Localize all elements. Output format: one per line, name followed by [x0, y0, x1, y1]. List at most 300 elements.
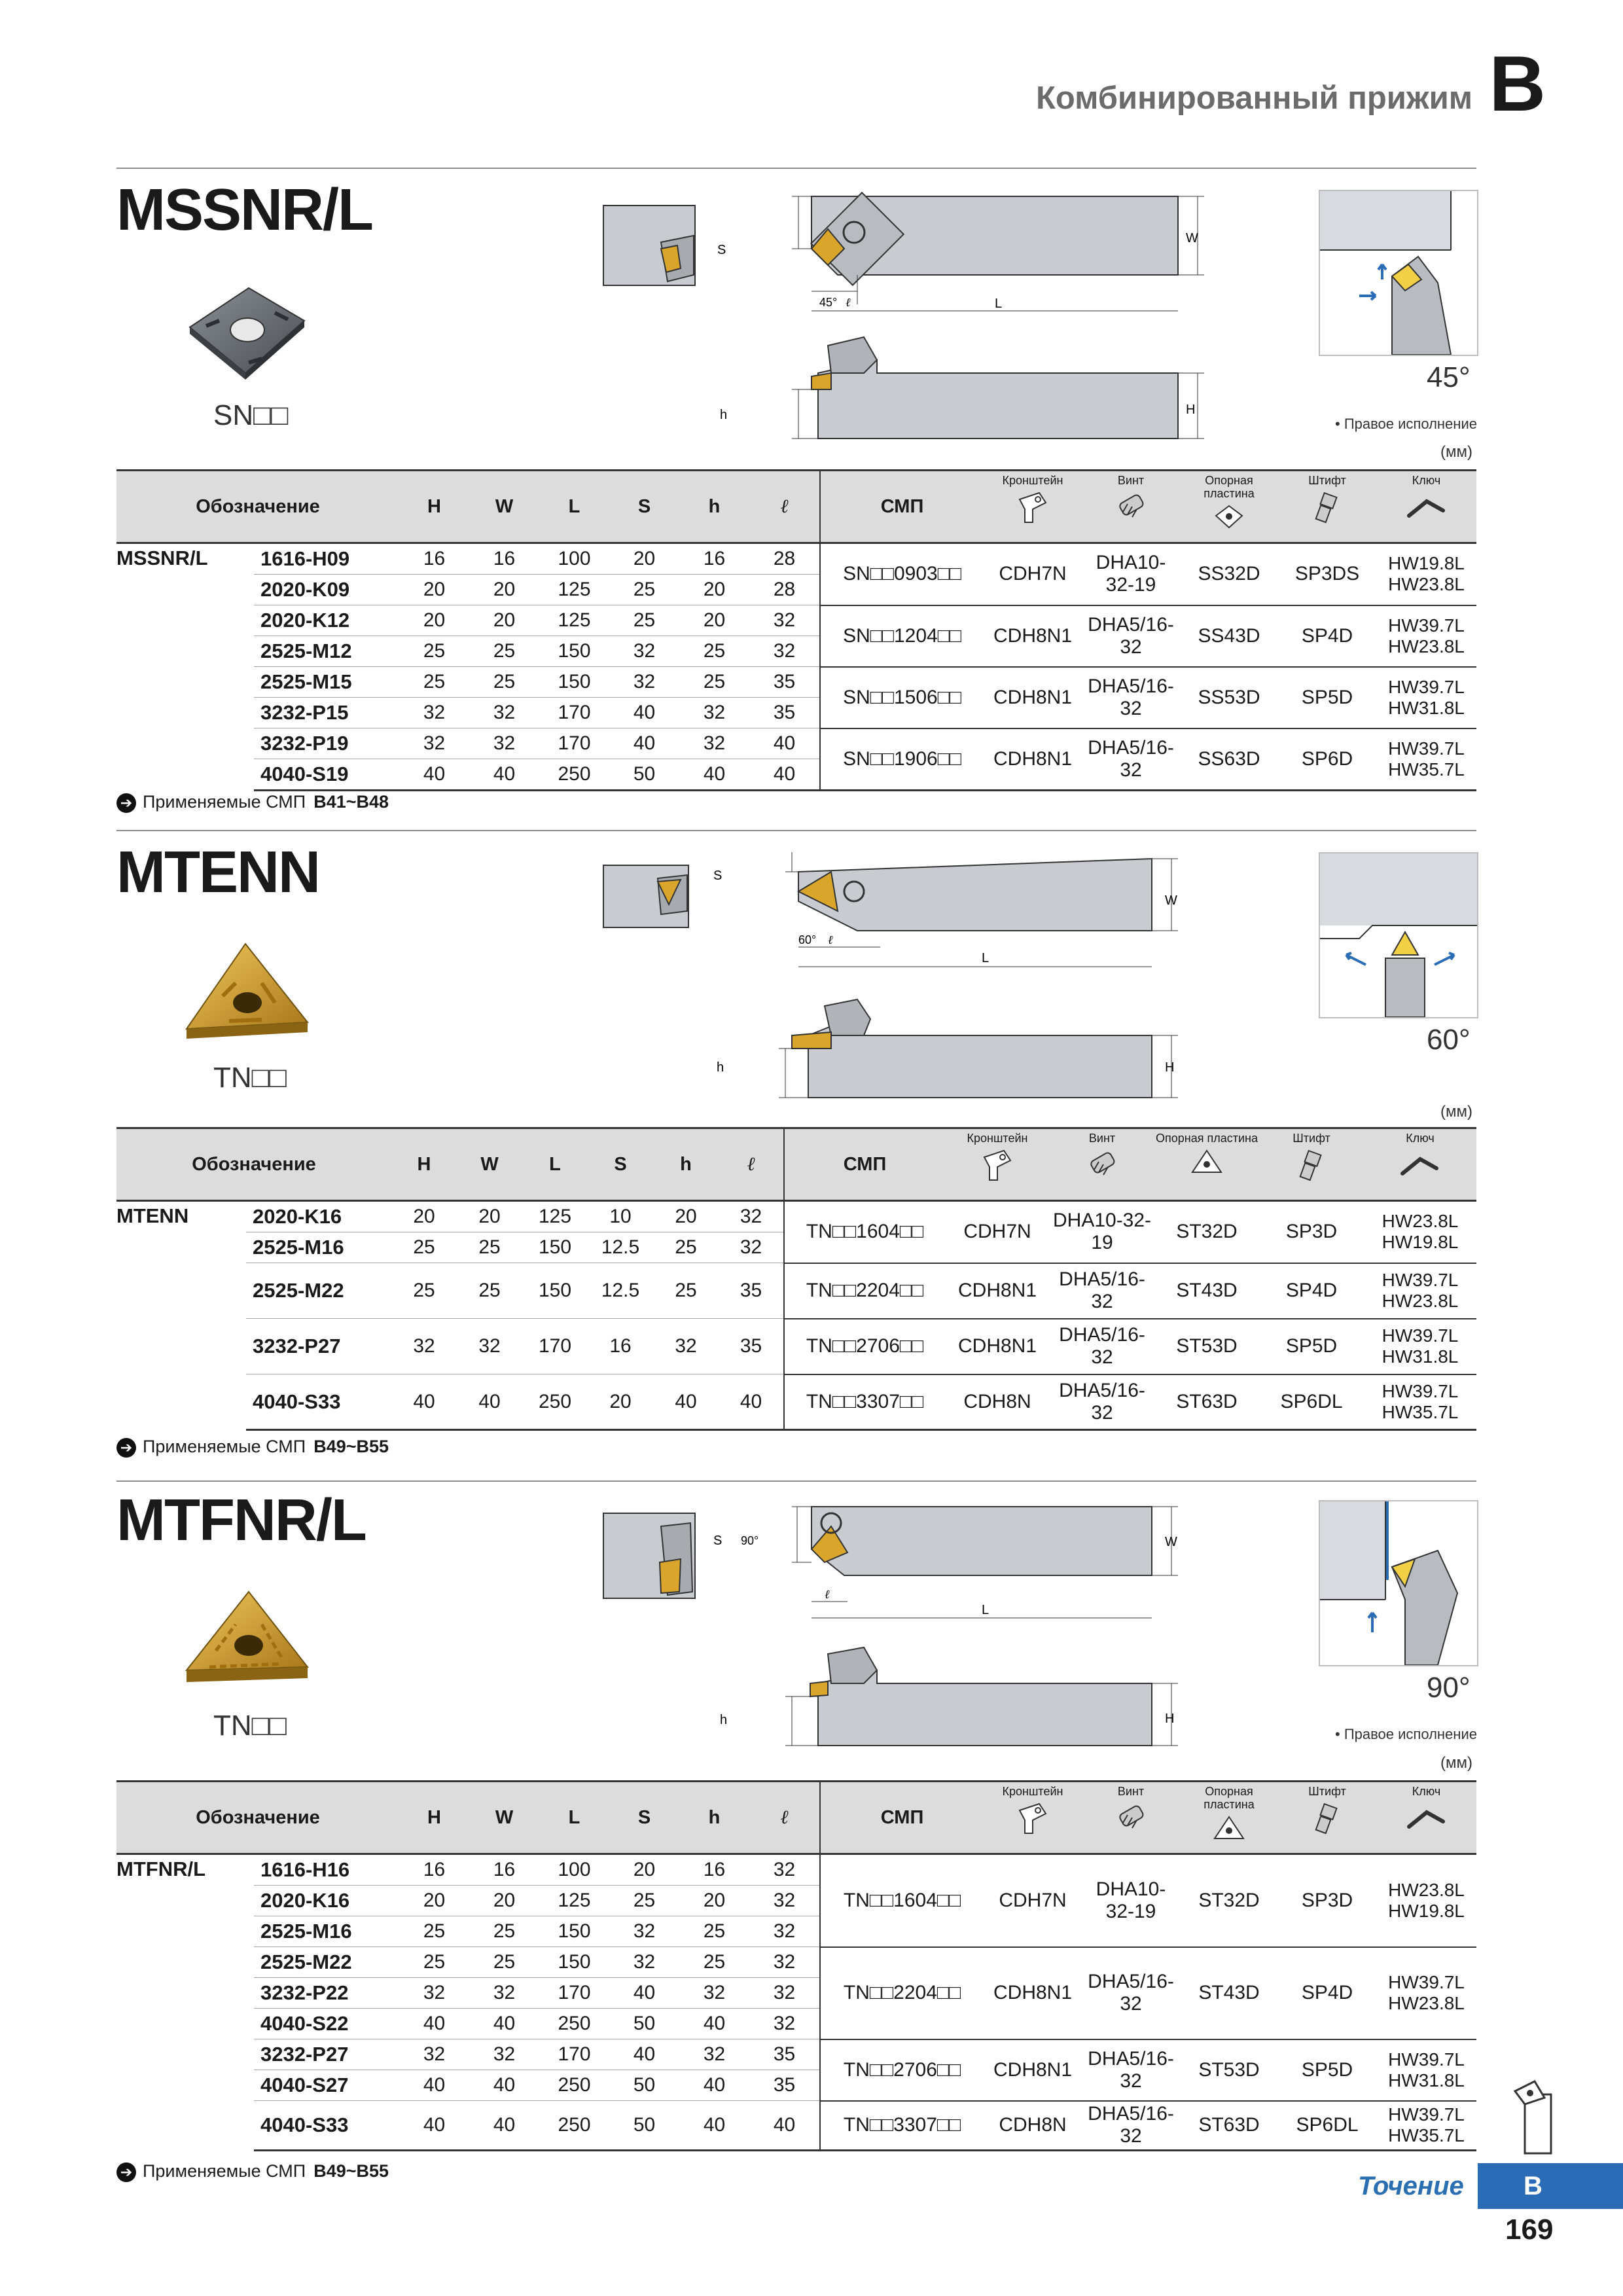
cell-W: 32 — [457, 1319, 522, 1374]
key-primary: HW23.8L — [1388, 1879, 1465, 1900]
table-row: 2525-M16 — [246, 1232, 391, 1263]
cell-W: 40 — [469, 2101, 539, 2151]
cell-L: 250 — [539, 759, 609, 791]
col-S: S — [609, 471, 679, 543]
triangle-insert-image — [177, 1585, 314, 1696]
cell-key — [1376, 2101, 1476, 2151]
category-tab[interactable]: B — [1478, 2163, 1623, 2209]
cell-S: 50 — [609, 2009, 679, 2039]
unit-label: (мм) — [1440, 443, 1472, 461]
cell-pin: SP3DS — [1278, 543, 1376, 605]
applicable-label: Применяемые СМП — [143, 1437, 306, 1456]
pin-icon — [1308, 1801, 1347, 1837]
key-secondary: HW19.8L — [1382, 1232, 1459, 1253]
cell-W: 20 — [457, 1201, 522, 1232]
shim-icon — [1209, 503, 1249, 532]
shim-label: Опорная пластина — [1204, 1785, 1255, 1811]
cell-S: 25 — [609, 1886, 679, 1916]
cell-L: 125 — [539, 575, 609, 605]
col-clamp — [945, 1128, 1050, 1201]
col-L: L — [522, 1128, 588, 1201]
cell-h: 40 — [679, 2101, 749, 2151]
cell-W: 25 — [469, 667, 539, 698]
key-secondary: HW23.8L — [1388, 636, 1465, 656]
cell-W: 20 — [469, 1886, 539, 1916]
screw-icon — [1082, 1147, 1122, 1183]
table-row: 2525-M12 — [254, 636, 399, 667]
triangle-insert-image — [177, 937, 314, 1049]
turning-tool-icon — [1505, 2075, 1584, 2160]
cell-clamp: CDH8N1 — [984, 728, 1082, 791]
cell-L: 150 — [539, 1947, 609, 1978]
key-primary: HW19.8L — [1388, 553, 1465, 574]
cell-key — [1364, 1374, 1476, 1430]
cell-insert: TN□□2204□□ — [784, 1263, 945, 1319]
cell-screw: DHA5/16-32 — [1082, 728, 1180, 791]
cell-key — [1364, 1201, 1476, 1263]
cell-insert: SN□□1204□□ — [820, 605, 984, 667]
chapter-letter: B — [1489, 40, 1546, 128]
cell-h: 20 — [653, 1201, 719, 1232]
shim-label: Опорная пластина — [1156, 1132, 1258, 1145]
clamp-icon — [978, 1147, 1017, 1183]
screw-label: Винт — [1117, 1785, 1145, 1798]
cell-screw: DHA5/16-32 — [1050, 1319, 1154, 1374]
col-W: W — [469, 471, 539, 543]
approach-angle: 45° — [1427, 361, 1471, 393]
cell-S: 12.5 — [588, 1232, 653, 1263]
spec-table — [116, 1127, 1476, 1431]
cell-l: 32 — [749, 636, 820, 667]
series-name: MTFNR/L — [116, 1857, 206, 1880]
spec-table — [116, 469, 1476, 791]
cell-H: 32 — [399, 698, 469, 728]
cell-l: 35 — [749, 2070, 820, 2101]
col-screw — [1082, 1782, 1180, 1854]
cell-H: 20 — [399, 605, 469, 636]
col-L: L — [539, 471, 609, 543]
pin-label: Штифт — [1308, 1785, 1346, 1798]
cell-W: 40 — [469, 2070, 539, 2101]
square-insert-image — [177, 275, 314, 386]
applicable-inserts-link[interactable] — [116, 2161, 389, 2182]
cell-l: 32 — [749, 1947, 820, 1978]
applicable-inserts-link[interactable] — [116, 792, 389, 813]
section-title: MTFNR/L — [116, 1488, 366, 1553]
cell-clamp: CDH8N1 — [984, 1947, 1082, 2039]
cell-shim: ST53D — [1180, 2039, 1278, 2101]
dim-hh-label: H — [1165, 1712, 1175, 1726]
cell-key — [1376, 605, 1476, 667]
cell-insert: TN□□2706□□ — [820, 2039, 984, 2101]
cell-shim: SS63D — [1180, 728, 1278, 791]
cell-h: 40 — [679, 759, 749, 791]
cell-H: 32 — [399, 2039, 469, 2070]
key-primary: HW39.7L — [1382, 1380, 1459, 1401]
cell-S: 40 — [609, 1978, 679, 2009]
cell-L: 150 — [522, 1232, 588, 1263]
insert-shape-label: TN□□ — [213, 1710, 287, 1742]
col-W: W — [457, 1128, 522, 1201]
cell-l: 40 — [719, 1374, 784, 1430]
cell-key — [1376, 2039, 1476, 2101]
cell-S: 32 — [609, 667, 679, 698]
dim-h-label: h — [720, 408, 728, 422]
cell-L: 250 — [522, 1374, 588, 1430]
table-row: 4040-S33 — [246, 1374, 391, 1430]
cell-l: 40 — [749, 728, 820, 759]
cell-S: 20 — [588, 1374, 653, 1430]
cell-L: 150 — [539, 667, 609, 698]
tool-drawing — [596, 177, 1211, 452]
cell-S: 20 — [609, 543, 679, 575]
cell-pin: SP5D — [1278, 2039, 1376, 2101]
cell-L: 100 — [539, 543, 609, 575]
cell-l: 32 — [719, 1201, 784, 1232]
cell-H: 40 — [391, 1374, 457, 1430]
cell-H: 25 — [391, 1232, 457, 1263]
cell-H: 40 — [399, 2070, 469, 2101]
table-row: 1616-H16 — [254, 1854, 399, 1886]
table-row: 4040-S27 — [254, 2070, 399, 2101]
cell-W: 25 — [469, 1947, 539, 1978]
cell-clamp: CDH8N1 — [945, 1319, 1050, 1374]
cell-key — [1376, 543, 1476, 605]
col-H: H — [399, 471, 469, 543]
applicable-range: B41~B48 — [313, 792, 389, 812]
dim-h-label: h — [717, 1060, 724, 1075]
cell-H: 40 — [399, 759, 469, 791]
cell-h: 32 — [653, 1319, 719, 1374]
cell-W: 20 — [469, 605, 539, 636]
cell-clamp: CDH8N1 — [984, 667, 1082, 728]
cell-h: 32 — [679, 698, 749, 728]
cell-pin: SP6DL — [1259, 1374, 1364, 1430]
cell-pin: SP3D — [1278, 1854, 1376, 1947]
col-clamp — [984, 471, 1082, 543]
cell-shim: ST32D — [1154, 1201, 1259, 1263]
dim-hh-label: H — [1165, 1060, 1175, 1075]
cell-S: 32 — [609, 636, 679, 667]
col-clamp — [984, 1782, 1082, 1854]
screw-icon — [1111, 490, 1150, 526]
cell-W: 32 — [469, 2039, 539, 2070]
clamp-icon — [1013, 490, 1052, 526]
cell-H: 32 — [391, 1319, 457, 1374]
cell-L: 250 — [539, 2101, 609, 2151]
col-S: S — [588, 1128, 653, 1201]
cell-H: 16 — [399, 543, 469, 575]
cell-l: 28 — [749, 543, 820, 575]
cell-shim: SS43D — [1180, 605, 1278, 667]
cell-l: 32 — [749, 1886, 820, 1916]
key-secondary: HW19.8L — [1388, 1900, 1465, 1921]
cell-L: 170 — [539, 1978, 609, 2009]
key-secondary: HW23.8L — [1388, 574, 1465, 595]
col-l: ℓ — [749, 1782, 820, 1854]
key-label: Ключ — [1406, 1132, 1435, 1145]
cell-L: 125 — [539, 1886, 609, 1916]
cell-H: 25 — [399, 1916, 469, 1947]
cell-insert: TN□□2204□□ — [820, 1947, 984, 2039]
pin-label: Штифт — [1308, 474, 1346, 487]
cell-key — [1376, 667, 1476, 728]
cell-S: 32 — [609, 1916, 679, 1947]
cell-key — [1364, 1319, 1476, 1374]
cell-S: 40 — [609, 698, 679, 728]
cell-shim: ST53D — [1154, 1319, 1259, 1374]
triangle-shim-icon — [1209, 1814, 1249, 1843]
cell-l: 40 — [749, 759, 820, 791]
dim-l-small-label: ℓ — [825, 1588, 830, 1601]
operation-thumbnail — [1319, 190, 1478, 356]
unit-label: (мм) — [1440, 1103, 1472, 1121]
dim-l-label: L — [982, 951, 990, 965]
cell-pin: SP6D — [1278, 728, 1376, 791]
cell-pin: SP3D — [1259, 1201, 1364, 1263]
cell-h: 20 — [679, 605, 749, 636]
dim-w-label: W — [1186, 231, 1198, 245]
cell-h: 40 — [679, 2009, 749, 2039]
section-title: MTENN — [116, 840, 319, 905]
insert-shape-label: TN□□ — [213, 1062, 287, 1094]
col-W: W — [469, 1782, 539, 1854]
cell-key — [1376, 728, 1476, 791]
table-row: 2525-M15 — [254, 667, 399, 698]
cell-l: 35 — [719, 1319, 784, 1374]
cell-insert: TN□□2706□□ — [784, 1319, 945, 1374]
col-H: H — [399, 1782, 469, 1854]
cell-H: 25 — [399, 636, 469, 667]
cell-S: 50 — [609, 2101, 679, 2151]
cell-pin: SP4D — [1278, 605, 1376, 667]
cell-l: 35 — [719, 1263, 784, 1319]
applicable-range: B49~B55 — [313, 2161, 389, 2181]
cell-W: 40 — [469, 2009, 539, 2039]
cell-h: 25 — [679, 1947, 749, 1978]
cell-h: 32 — [679, 728, 749, 759]
dim-l-small-label: ℓ — [828, 933, 833, 946]
cell-pin: SP4D — [1278, 1947, 1376, 2039]
table-row: 3232-P22 — [254, 1978, 399, 2009]
col-h: h — [653, 1128, 719, 1201]
series-name: MSSNR/L — [116, 547, 208, 569]
cell-W: 32 — [469, 698, 539, 728]
table-row: 3232-P19 — [254, 728, 399, 759]
col-h: h — [679, 1782, 749, 1854]
cell-clamp: CDH8N1 — [984, 2039, 1082, 2101]
col-designation: Обозначение — [116, 471, 399, 543]
spec-table — [116, 1780, 1476, 2151]
right-hand-note: • Правое исполнение — [1335, 416, 1477, 432]
cell-screw: DHA5/16-32 — [1082, 605, 1180, 667]
applicable-inserts-link[interactable] — [116, 1437, 389, 1458]
screw-icon — [1111, 1801, 1150, 1837]
unit-label: (мм) — [1440, 1754, 1472, 1772]
cell-key — [1376, 1947, 1476, 2039]
col-pin — [1259, 1128, 1364, 1201]
key-primary: HW39.7L — [1388, 2049, 1465, 2070]
cell-l: 32 — [749, 1978, 820, 2009]
section-mtenn — [0, 839, 1623, 1494]
col-S: S — [609, 1782, 679, 1854]
cell-W: 32 — [469, 728, 539, 759]
cell-W: 25 — [457, 1232, 522, 1263]
cell-l: 35 — [749, 698, 820, 728]
cell-L: 170 — [522, 1319, 588, 1374]
cell-h: 20 — [679, 1886, 749, 1916]
cell-key — [1364, 1263, 1476, 1319]
key-secondary: HW35.7L — [1388, 2125, 1465, 2146]
dim-angle-label: 90° — [741, 1534, 759, 1547]
cell-S: 25 — [609, 605, 679, 636]
cell-L: 150 — [539, 1916, 609, 1947]
series-name: MTENN — [116, 1204, 189, 1227]
cell-shim: ST32D — [1180, 1854, 1278, 1947]
cell-S: 50 — [609, 2070, 679, 2101]
cell-S: 32 — [609, 1947, 679, 1978]
cell-H: 25 — [399, 1947, 469, 1978]
cell-W: 25 — [469, 1916, 539, 1947]
pin-icon — [1292, 1147, 1331, 1183]
cell-clamp: CDH8N1 — [984, 605, 1082, 667]
cell-H: 40 — [399, 2009, 469, 2039]
cell-H: 25 — [399, 667, 469, 698]
col-key — [1376, 1782, 1476, 1854]
clamp-label: Кронштейн — [1002, 474, 1063, 487]
col-l: ℓ — [749, 471, 820, 543]
cell-L: 170 — [539, 2039, 609, 2070]
cell-H: 40 — [399, 2101, 469, 2151]
section-divider — [116, 1480, 1476, 1482]
cell-pin: SP6DL — [1278, 2101, 1376, 2151]
cell-screw: DHA10-32-19 — [1050, 1201, 1154, 1263]
cell-l: 28 — [749, 575, 820, 605]
cell-L: 170 — [539, 728, 609, 759]
operation-thumbnail — [1319, 1500, 1478, 1666]
key-primary: HW23.8L — [1382, 1211, 1459, 1232]
table-row: 3232-P27 — [254, 2039, 399, 2070]
applicable-range: B49~B55 — [313, 1437, 389, 1456]
cell-L: 150 — [539, 636, 609, 667]
key-primary: HW39.7L — [1388, 615, 1465, 636]
cell-l: 32 — [749, 1854, 820, 1886]
cell-W: 40 — [457, 1374, 522, 1430]
cell-l: 35 — [749, 2039, 820, 2070]
cell-S: 50 — [609, 759, 679, 791]
cell-insert: SN□□1506□□ — [820, 667, 984, 728]
cell-screw: DHA5/16-32 — [1082, 1947, 1180, 2039]
key-primary: HW39.7L — [1388, 738, 1465, 759]
table-row: 2525-M22 — [246, 1263, 391, 1319]
table-row: 3232-P27 — [246, 1319, 391, 1374]
col-shim — [1180, 471, 1278, 543]
section-divider — [116, 168, 1476, 169]
cell-shim: SS53D — [1180, 667, 1278, 728]
cell-H: 16 — [399, 1854, 469, 1886]
key-label: Ключ — [1412, 474, 1441, 487]
table-row: 2525-M22 — [254, 1947, 399, 1978]
col-designation: Обозначение — [116, 1782, 399, 1854]
pin-icon — [1308, 490, 1347, 526]
cell-L: 250 — [539, 2009, 609, 2039]
triangle-shim-icon — [1187, 1147, 1226, 1177]
cell-pin: SP5D — [1259, 1319, 1364, 1374]
screw-label: Винт — [1088, 1132, 1116, 1145]
cell-h: 25 — [679, 667, 749, 698]
cell-shim: ST43D — [1154, 1263, 1259, 1319]
cell-clamp: CDH7N — [984, 1854, 1082, 1947]
cell-shim: ST63D — [1154, 1374, 1259, 1430]
dim-w-label: W — [1165, 893, 1177, 908]
cell-h: 20 — [679, 575, 749, 605]
cell-clamp: CDH7N — [984, 543, 1082, 605]
key-primary: HW39.7L — [1382, 1325, 1459, 1346]
col-key — [1364, 1128, 1476, 1201]
col-screw — [1050, 1128, 1154, 1201]
cell-insert: TN□□1604□□ — [784, 1201, 945, 1263]
cell-l: 32 — [749, 1916, 820, 1947]
key-primary: HW39.7L — [1388, 2104, 1465, 2125]
table-row: 2020-K16 — [246, 1201, 391, 1232]
arrow-right-icon: ➔ — [116, 2162, 136, 2182]
clamp-label: Кронштейн — [1002, 1785, 1063, 1798]
cell-h: 25 — [653, 1263, 719, 1319]
cell-S: 12.5 — [588, 1263, 653, 1319]
col-designation: Обозначение — [116, 1128, 391, 1201]
table-row: 4040-S33 — [254, 2101, 399, 2151]
cell-pin: SP4D — [1259, 1263, 1364, 1319]
table-row: 4040-S19 — [254, 759, 399, 791]
dim-s-label: S — [713, 1534, 722, 1548]
applicable-label: Применяемые СМП — [143, 2161, 306, 2181]
cell-h: 25 — [679, 636, 749, 667]
cell-S: 25 — [609, 575, 679, 605]
dim-l-label: L — [995, 296, 1003, 311]
cell-S: 10 — [588, 1201, 653, 1232]
key-secondary: HW31.8L — [1388, 697, 1465, 718]
cell-l: 32 — [749, 605, 820, 636]
cell-screw: DHA5/16-32 — [1082, 2039, 1180, 2101]
cell-insert: TN□□1604□□ — [820, 1854, 984, 1947]
cell-l: 35 — [749, 667, 820, 698]
cell-H: 32 — [399, 1978, 469, 2009]
cell-S: 40 — [609, 2039, 679, 2070]
cell-L: 125 — [522, 1201, 588, 1232]
cell-shim: ST43D — [1180, 1947, 1278, 2039]
cell-S: 40 — [609, 728, 679, 759]
hex-key-icon — [1404, 490, 1450, 526]
cell-W: 20 — [469, 575, 539, 605]
section-mtfnr — [0, 1487, 1623, 2181]
cell-H: 20 — [399, 1886, 469, 1916]
cell-h: 32 — [679, 1978, 749, 2009]
cell-insert: SN□□1906□□ — [820, 728, 984, 791]
cell-W: 16 — [469, 543, 539, 575]
dim-h-label: h — [720, 1713, 728, 1727]
cell-screw: DHA5/16-32 — [1050, 1374, 1154, 1430]
cell-screw: DHA10-32-19 — [1082, 1854, 1180, 1947]
insert-shape-label: SN□□ — [213, 399, 289, 431]
cell-l: 32 — [719, 1232, 784, 1263]
col-screw — [1082, 471, 1180, 543]
hex-key-icon — [1404, 1801, 1450, 1837]
cell-screw: DHA5/16-32 — [1082, 2101, 1180, 2151]
screw-label: Винт — [1117, 474, 1145, 487]
approach-angle: 90° — [1427, 1672, 1471, 1704]
table-row: 2525-M16 — [254, 1916, 399, 1947]
cell-H: 20 — [399, 575, 469, 605]
